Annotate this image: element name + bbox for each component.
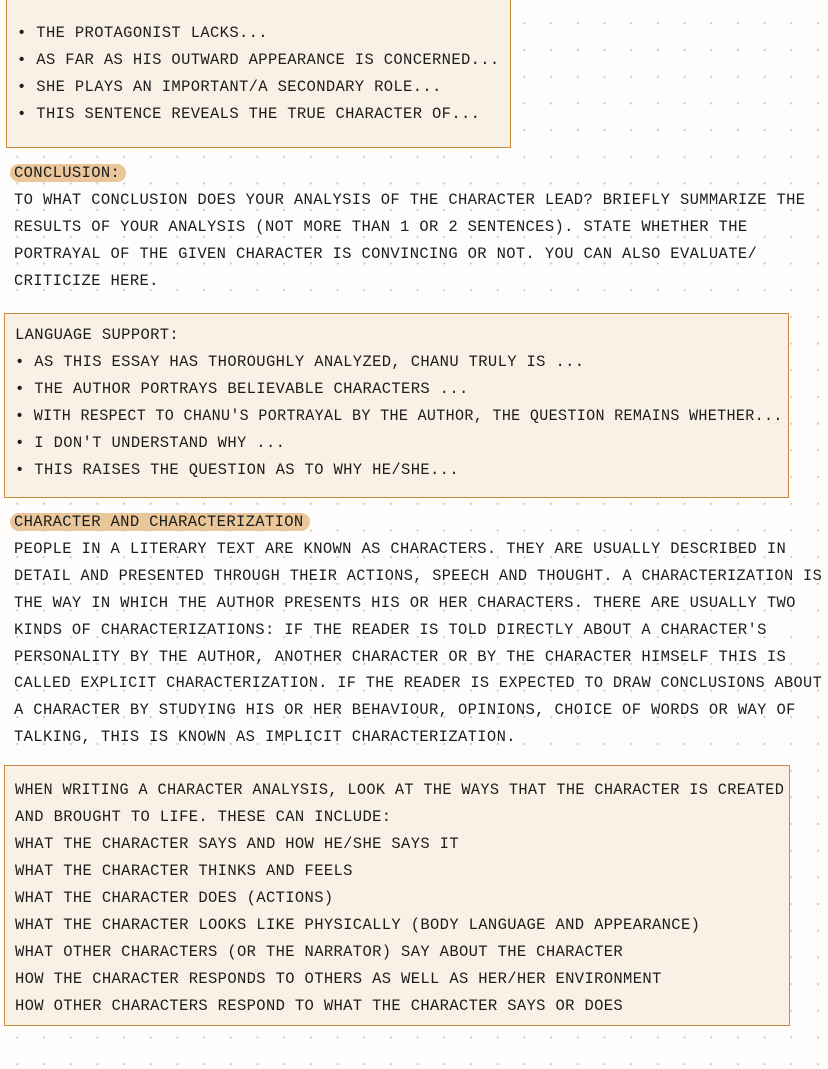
analysis-line: HOW THE CHARACTER RESPONDS TO OTHERS AS WELL AS HER/HER ENVIRONMENT	[15, 970, 662, 988]
phrase-line: • THE PROTAGONIST LACKS...	[17, 24, 268, 42]
characterization-heading-text: CHARACTER AND CHARACTERIZATION	[10, 513, 310, 531]
language-support-line: • THIS RAISES THE QUESTION AS TO WHY HE/SHE...	[15, 461, 459, 479]
characterization-heading	[14, 512, 310, 532]
language-support-line: • WITH RESPECT TO CHANU'S PORTRAYAL BY THE AUTHOR, THE QUESTION REMAINS WHETHER...	[15, 407, 783, 425]
conclusion-heading-text: CONCLUSION:	[10, 164, 126, 182]
phrase-line: • AS FAR AS HIS OUTWARD APPEARANCE IS CONCERNED...	[17, 51, 500, 69]
conclusion-line: RESULTS OF YOUR ANALYSIS (NOT MORE THAN 1 OR 2 SENTENCES). STATE WHETHER THE	[14, 218, 748, 236]
characterization-line: DETAIL AND PRESENTED THROUGH THEIR ACTIONS, SPEECH AND THOUGHT. A CHARACTERIZATION IS	[14, 567, 823, 585]
phrase-line: • THIS SENTENCE REVEALS THE TRUE CHARACTER OF...	[17, 105, 481, 123]
characterization-line: PERSONALITY BY THE AUTHOR, ANOTHER CHARACTER OR BY THE CHARACTER HIMSELF THIS IS	[14, 648, 787, 666]
conclusion-line: PORTRAYAL OF THE GIVEN CHARACTER IS CONVINCING OR NOT. YOU CAN ALSO EVALUATE/	[14, 245, 758, 263]
characterization-line: KINDS OF CHARACTERIZATIONS: IF THE READER IS TOLD DIRECTLY ABOUT A CHARACTER'S	[14, 621, 767, 639]
language-support-line: • I DON'T UNDERSTAND WHY ...	[15, 434, 286, 452]
characterization-line: PEOPLE IN A LITERARY TEXT ARE KNOWN AS CHARACTERS. THEY ARE USUALLY DESCRIBED IN	[14, 540, 787, 558]
analysis-line: WHAT THE CHARACTER SAYS AND HOW HE/SHE SAYS IT	[15, 835, 459, 853]
language-support-heading: LANGUAGE SUPPORT:	[15, 326, 180, 344]
analysis-line: WHEN WRITING A CHARACTER ANALYSIS, LOOK AT THE WAYS THAT THE CHARACTER IS CREATED	[15, 781, 785, 799]
analysis-line: WHAT THE CHARACTER THINKS AND FEELS	[15, 862, 353, 880]
analysis-line: AND BROUGHT TO LIFE. THESE CAN INCLUDE:	[15, 808, 392, 826]
language-support-box	[4, 313, 789, 498]
phrases-box	[6, 0, 511, 148]
phrase-line: • SHE PLAYS AN IMPORTANT/A SECONDARY ROLE...	[17, 78, 442, 96]
character-analysis-box	[4, 765, 790, 1026]
characterization-line: CALLED EXPLICIT CHARACTERIZATION. IF THE READER IS EXPECTED TO DRAW CONCLUSIONS ABOUT	[14, 674, 823, 692]
language-support-line: • THE AUTHOR PORTRAYS BELIEVABLE CHARACTERS ...	[15, 380, 469, 398]
conclusion-line: TO WHAT CONCLUSION DOES YOUR ANALYSIS OF THE CHARACTER LEAD? BRIEFLY SUMMARIZE THE	[14, 191, 806, 209]
analysis-line: WHAT OTHER CHARACTERS (OR THE NARRATOR) SAY ABOUT THE CHARACTER	[15, 943, 624, 961]
analysis-line: HOW OTHER CHARACTERS RESPOND TO WHAT THE CHARACTER SAYS OR DOES	[15, 997, 624, 1015]
analysis-line: WHAT THE CHARACTER DOES (ACTIONS)	[15, 889, 334, 907]
language-support-line: • AS THIS ESSAY HAS THOROUGHLY ANALYZED, CHANU TRULY IS ...	[15, 353, 585, 371]
analysis-line: WHAT THE CHARACTER LOOKS LIKE PHYSICALLY (BODY LANGUAGE AND APPEARANCE)	[15, 916, 701, 934]
characterization-line: THE WAY IN WHICH THE AUTHOR PRESENTS HIS OR HER CHARACTERS. THERE ARE USUALLY TWO	[14, 594, 796, 612]
conclusion-line: CRITICIZE HERE.	[14, 272, 159, 290]
characterization-line: A CHARACTER BY STUDYING HIS OR HER BEHAVIOUR, OPINIONS, CHOICE OF WORDS OR WAY OF	[14, 701, 796, 719]
conclusion-heading	[14, 163, 126, 183]
characterization-line: TALKING, THIS IS KNOWN AS IMPLICIT CHARACTERIZATION.	[14, 728, 516, 746]
